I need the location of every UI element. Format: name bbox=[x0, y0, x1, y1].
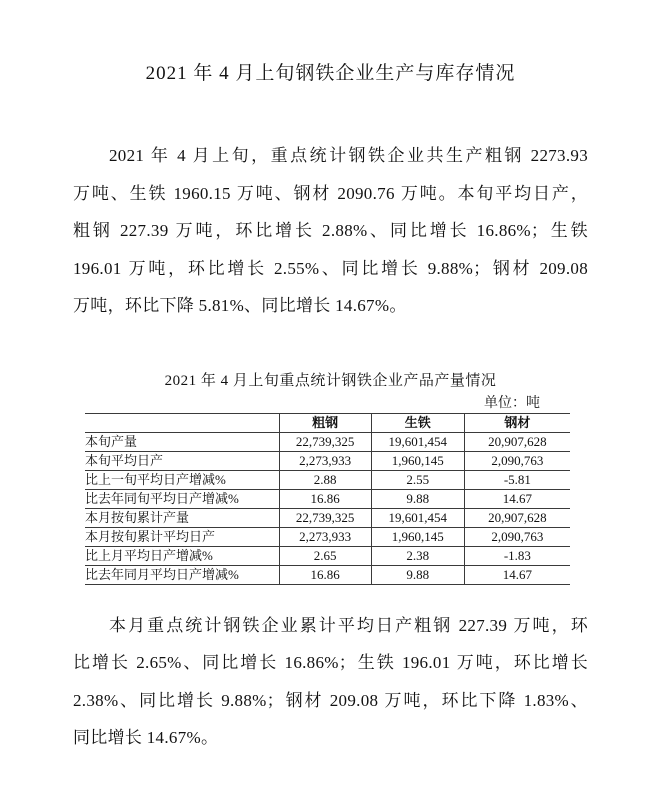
production-table bbox=[85, 413, 570, 585]
cell-value: 19,601,454 bbox=[371, 508, 464, 527]
paragraph-line: 196.01 万吨，环比增长 2.55%、同比增长 9.88%；钢材 209.08 bbox=[73, 258, 588, 278]
cell-value: -1.83 bbox=[464, 546, 570, 565]
paragraph-production-summary bbox=[73, 137, 588, 325]
header-blank-cell bbox=[85, 413, 279, 432]
paragraph-line: 本月重点统计钢铁企业累计平均日产粗钢 227.39 万吨，环 bbox=[109, 615, 588, 635]
cell-value: 19,601,454 bbox=[371, 432, 464, 451]
header-crude-steel: 粗钢 bbox=[279, 413, 371, 432]
row-label: 比去年同旬平均日产增减% bbox=[85, 489, 279, 508]
cell-value: 1,960,145 bbox=[371, 527, 464, 546]
table-row bbox=[85, 470, 570, 489]
cell-value: 2,273,933 bbox=[279, 527, 371, 546]
cell-value: 9.88 bbox=[371, 489, 464, 508]
cell-value: 2.38 bbox=[371, 546, 464, 565]
row-label: 比去年同月平均日产增减% bbox=[85, 565, 279, 584]
cell-value: 2.88 bbox=[279, 470, 371, 489]
row-label: 比上月平均日产增减% bbox=[85, 546, 279, 565]
cell-value: 14.67 bbox=[464, 489, 570, 508]
table-row bbox=[85, 432, 570, 451]
table-row bbox=[85, 451, 570, 470]
table-caption: 2021 年 4 月上旬重点统计钢铁企业产品产量情况 bbox=[164, 372, 497, 389]
paragraph-line: 2021 年 4 月上旬，重点统计钢铁企业共生产粗钢 2273.93 bbox=[109, 146, 588, 165]
table-unit-label: 单位：吨 bbox=[484, 395, 540, 411]
document-title: 2021 年 4 月上旬钢铁企业生产与库存情况 bbox=[145, 63, 516, 84]
cell-value: -5.81 bbox=[464, 470, 570, 489]
cell-value: 22,739,325 bbox=[279, 508, 371, 527]
cell-value: 22,739,325 bbox=[279, 432, 371, 451]
paragraph-line: 粗钢 227.39 万吨，环比增长 2.88%、同比增长 16.86%；生铁 bbox=[73, 221, 588, 240]
cell-value: 1,960,145 bbox=[371, 451, 464, 470]
table-row bbox=[85, 565, 570, 584]
paragraph-line: 万吨、生铁 1960.15 万吨、钢材 2090.76 万吨。本旬平均日产， bbox=[73, 183, 588, 203]
paragraph-line: 万吨，环比下降 5.81%、同比增长 14.67%。 bbox=[73, 296, 407, 315]
row-label: 本月按旬累计平均日产 bbox=[85, 527, 279, 546]
cell-value: 2.55 bbox=[371, 470, 464, 489]
cell-value: 2,273,933 bbox=[279, 451, 371, 470]
cell-value: 14.67 bbox=[464, 565, 570, 584]
cell-value: 2.65 bbox=[279, 546, 371, 565]
header-steel-products: 钢材 bbox=[464, 413, 570, 432]
paragraph-line: 2.38%、同比增长 9.88%；钢材 209.08 万吨，环比下降 1.83%、 bbox=[73, 690, 588, 710]
row-label: 本旬平均日产 bbox=[85, 451, 279, 470]
table-header-row bbox=[85, 413, 570, 432]
table-row bbox=[85, 489, 570, 508]
header-pig-iron: 生铁 bbox=[371, 413, 464, 432]
cell-value: 9.88 bbox=[371, 565, 464, 584]
table-row bbox=[85, 527, 570, 546]
cell-value: 20,907,628 bbox=[464, 508, 570, 527]
table-row bbox=[85, 508, 570, 527]
row-label: 本旬产量 bbox=[85, 432, 279, 451]
paragraph-line: 比增长 2.65%、同比增长 16.86%；生铁 196.01 万吨，环比增长 bbox=[73, 653, 588, 672]
row-label: 比上一旬平均日产增减% bbox=[85, 470, 279, 489]
cell-value: 16.86 bbox=[279, 565, 371, 584]
paragraph-line: 同比增长 14.67%。 bbox=[73, 728, 219, 747]
cell-value: 2,090,763 bbox=[464, 451, 570, 470]
row-label: 本月按旬累计产量 bbox=[85, 508, 279, 527]
paragraph-monthly-summary bbox=[73, 607, 588, 757]
table-row bbox=[85, 546, 570, 565]
cell-value: 2,090,763 bbox=[464, 527, 570, 546]
cell-value: 20,907,628 bbox=[464, 432, 570, 451]
cell-value: 16.86 bbox=[279, 489, 371, 508]
